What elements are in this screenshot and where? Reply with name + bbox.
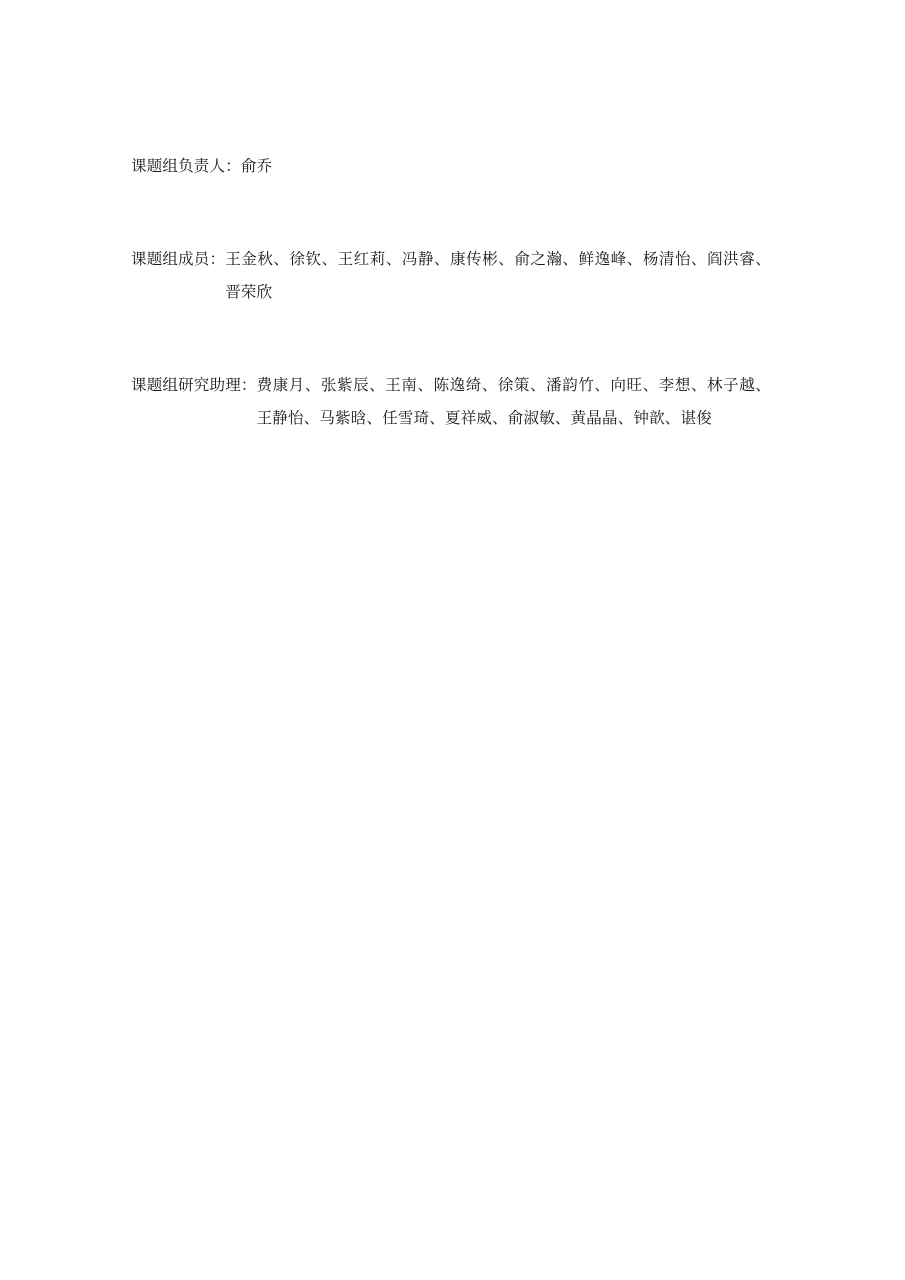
credit-entry-leader: [131, 150, 771, 183]
credit-entry-assistants: [131, 369, 771, 435]
credit-label-leader: 课题组负责人：: [131, 157, 241, 175]
credits-section: [131, 150, 771, 435]
credit-label-assistants: 课题组研究助理：: [131, 376, 257, 394]
credit-value-members: 王金秋、徐钦、王红莉、冯静、康传彬、俞之瀚、鲜逸峰、杨清怡、阎洪睿、晋荣欣: [225, 250, 771, 301]
credit-entry-members: [131, 243, 771, 309]
credit-label-members: 课题组成员：: [131, 250, 226, 268]
credit-value-leader: 俞乔: [240, 157, 273, 175]
credit-value-assistants: 费康月、张紫辰、王南、陈逸绮、徐策、潘韵竹、向旺、李想、林子越、王静怡、马紫晗、任雪琦、夏祥威、俞淑敏、黄晶晶、钟歆、谌俊: [256, 376, 771, 427]
